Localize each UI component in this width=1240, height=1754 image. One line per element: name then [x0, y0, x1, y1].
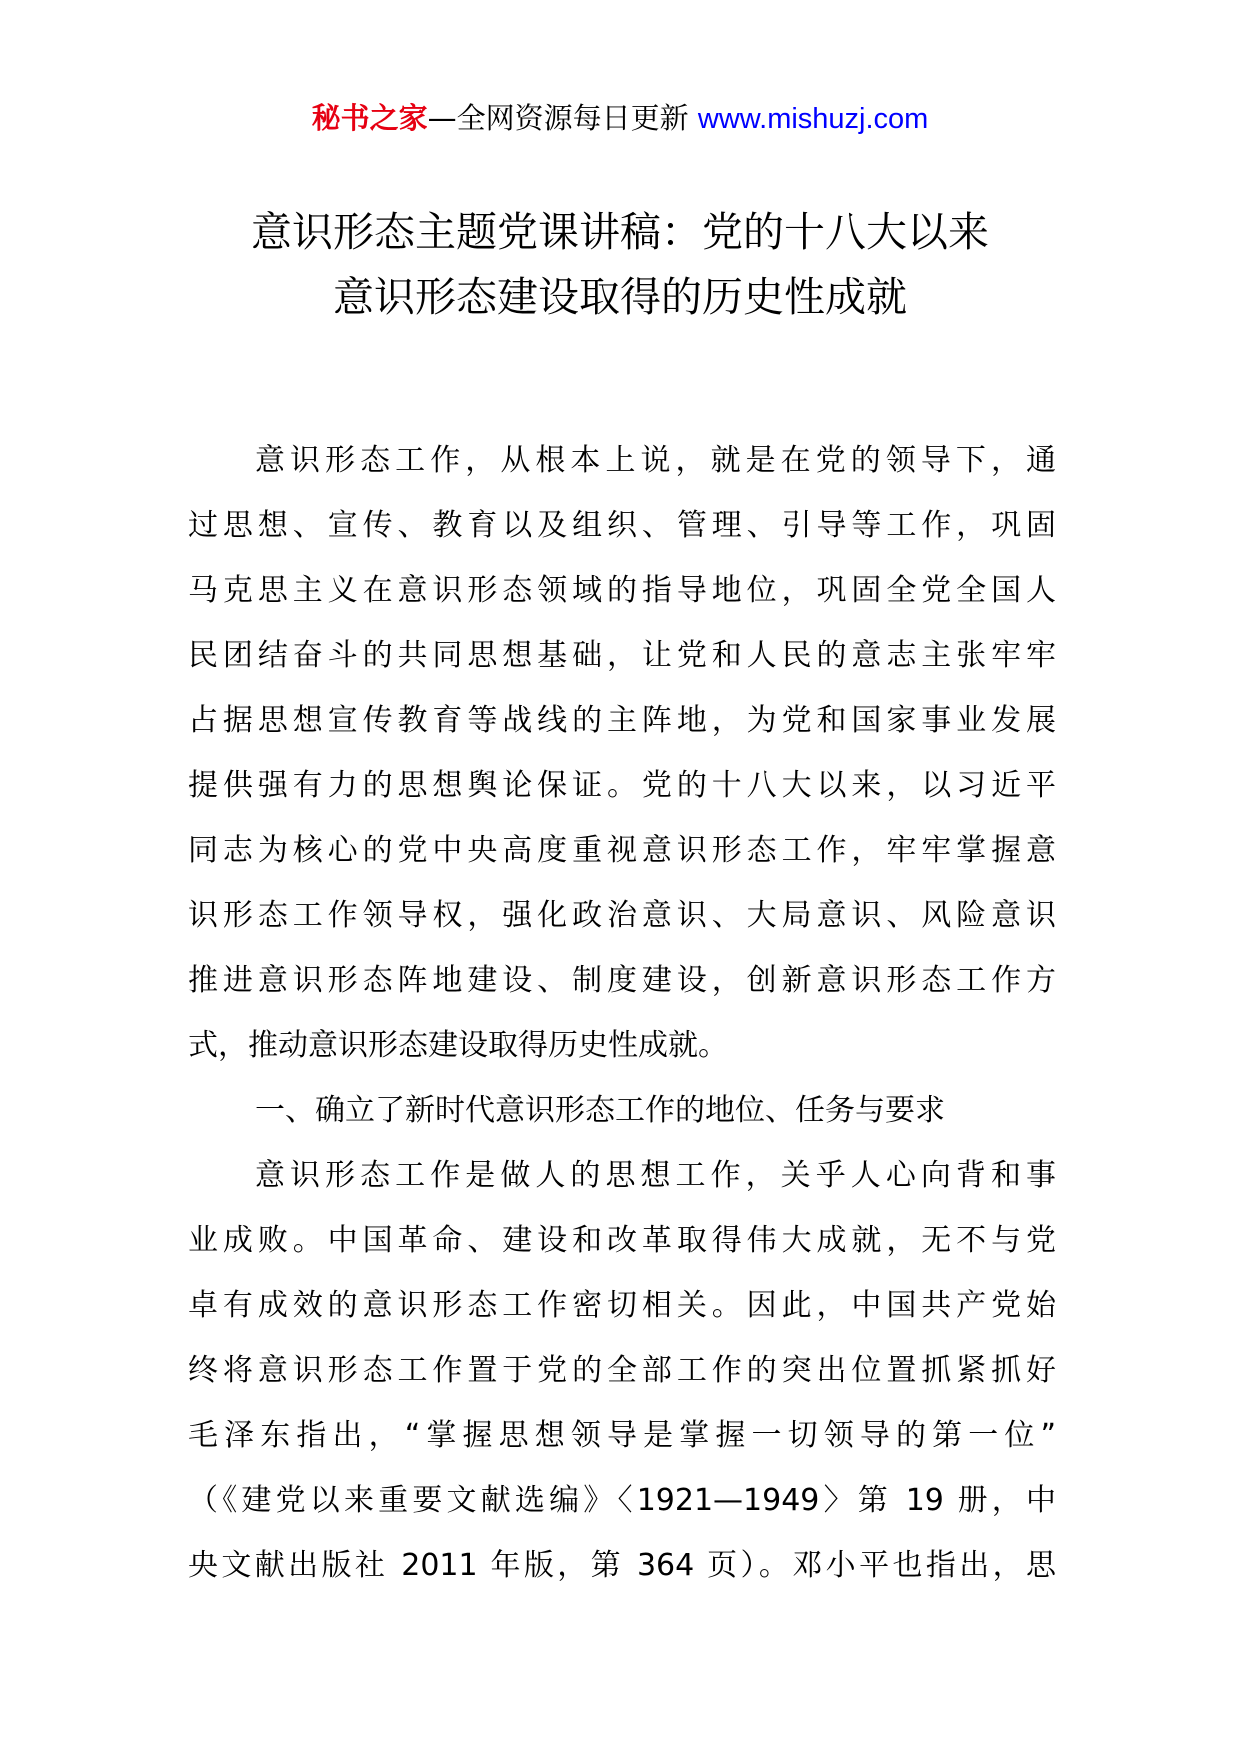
paragraph-line: 意识形态工作，从根本上说，就是在党的领导下，通 — [255, 443, 1056, 478]
paragraph-line: 占据思想宣传教育等战线的主阵地，为党和国家事业发展 — [188, 703, 1056, 738]
paragraph-line: 央文献出版社 2011 年版，第 364 页）。邓小平也指出，思 — [188, 1548, 1056, 1583]
paragraph-line: 推进意识形态阵地建设、制度建设，创新意识形态工作方 — [188, 963, 1056, 998]
paragraph-line: 过思想、宣传、教育以及组织、管理、引导等工作，巩固 — [188, 508, 1056, 543]
site-url-link[interactable]: www.mishuzj.com — [697, 103, 929, 135]
brand-name: 秘书之家 — [311, 101, 428, 135]
paragraph-line: 提供强有力的思想舆论保证。党的十八大以来，以习近平 — [188, 768, 1056, 803]
paragraph-line: 毛泽东指出，“掌握思想领导是掌握一切领导的第一位” — [188, 1418, 1056, 1453]
paragraph-line: 识形态工作领导权，强化政治意识、大局意识、风险意识 — [188, 898, 1056, 933]
paragraph-line: 业成败。中国革命、建设和改革取得伟大成就，无不与党 — [188, 1223, 1056, 1258]
paragraph-line: 卓有成效的意识形态工作密切相关。因此，中国共产党始 — [188, 1288, 1056, 1323]
paragraph-line: （《建党以来重要文献选编》〈1921—1949〉第 19 册，中 — [188, 1483, 1056, 1518]
paragraph-line: 同志为核心的党中央高度重视意识形态工作，牢牢掌握意 — [188, 833, 1056, 868]
title-line-2: 意识形态建设取得的历史性成就 — [333, 273, 907, 321]
paragraph-line: 民团结奋斗的共同思想基础，让党和人民的意志主张牢牢 — [188, 638, 1056, 673]
paragraph-line: 意识形态工作是做人的思想工作，关乎人心向背和事 — [255, 1158, 1056, 1193]
document-title — [0, 200, 1240, 330]
paragraph-line: 马克思主义在意识形态领域的指导地位，巩固全党全国人 — [188, 573, 1056, 608]
title-line-1: 意识形态主题党课讲稿：党的十八大以来 — [251, 208, 989, 256]
site-tagline: —全网资源每日更新 — [427, 101, 689, 135]
site-header — [0, 98, 1240, 139]
document-body — [188, 428, 1056, 1598]
section-heading: 一、确立了新时代意识形态工作的地位、任务与要求 — [255, 1093, 945, 1128]
paragraph-line: 式，推动意识形态建设取得历史性成就。 — [188, 1028, 728, 1063]
paragraph-line: 终将意识形态工作置于党的全部工作的突出位置抓紧抓好 — [188, 1353, 1056, 1388]
